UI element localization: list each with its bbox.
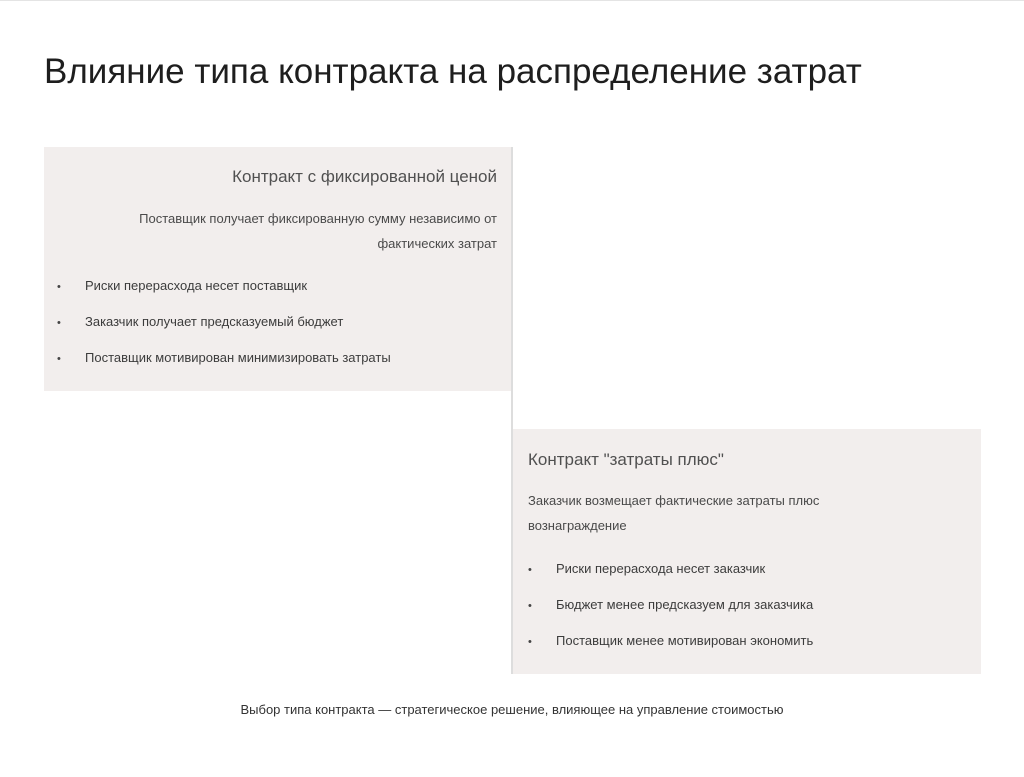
list-item [57, 277, 391, 313]
fixed-price-title: Контракт с фиксированной ценой [232, 167, 497, 186]
bullet-icon: • [528, 600, 532, 612]
cost-plus-bullet-list [528, 560, 813, 668]
list-item [528, 560, 813, 596]
list-item [528, 632, 813, 668]
bullet-text: Риски перерасхода несет поставщик [85, 278, 308, 293]
fixed-price-bullet-list [57, 277, 391, 385]
footer-note: Выбор типа контракта — стратегическое решение, влияющее на управление стоимостью [240, 702, 784, 717]
bullet-icon: • [57, 353, 61, 365]
list-item [57, 313, 391, 349]
cost-plus-title: Контракт "затраты плюс" [528, 450, 724, 469]
bullet-icon: • [528, 564, 532, 576]
bullet-icon: • [57, 281, 61, 293]
cost-plus-description: Заказчик возмещает фактические затраты плюс вознаграждение [528, 493, 820, 533]
fixed-price-description: Поставщик получает фиксированную сумму независимо от фактических затрат [139, 211, 497, 251]
bullet-text: Бюджет менее предсказуем для заказчика [556, 597, 814, 612]
bullet-icon: • [528, 636, 532, 648]
bullet-text: Поставщик менее мотивирован экономить [556, 633, 814, 648]
cost-plus-panel [513, 429, 981, 674]
bullet-text: Поставщик мотивирован минимизировать затраты [85, 350, 391, 365]
list-item [57, 349, 391, 385]
fixed-price-panel [44, 147, 511, 391]
top-border [0, 0, 1024, 1]
bullet-text: Заказчик получает предсказуемый бюджет [85, 314, 344, 329]
page-title: Влияние типа контракта на распределение затрат [44, 52, 862, 91]
bullet-text: Риски перерасхода несет заказчик [556, 561, 766, 576]
bullet-icon: • [57, 317, 61, 329]
list-item [528, 596, 813, 632]
